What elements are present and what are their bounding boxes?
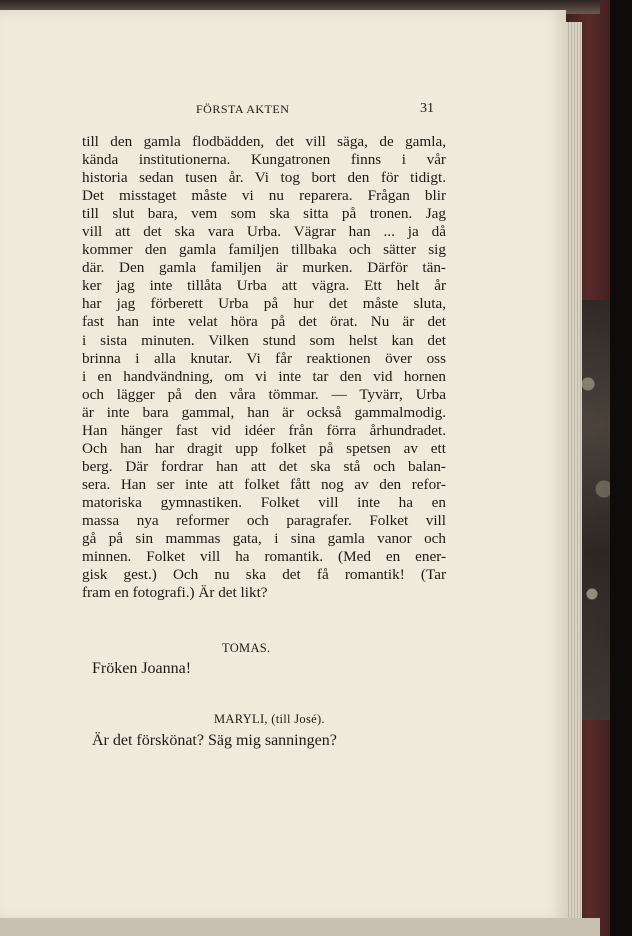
text-line: kommer den gamla familjen tillbaka och sätter sig <box>82 241 446 259</box>
dialogue-line-tomas: Fröken Joanna! <box>92 660 192 677</box>
body-text <box>82 133 446 602</box>
dialogue-line-maryli: Är det förskönat? Säg mig sanningen? <box>92 732 337 749</box>
text-line: Och han har dragit upp folket på spetsen av ett <box>82 439 446 457</box>
text-line: historia sedan tusen år. Vi tog bort den för tidigt. <box>82 169 446 187</box>
text-line: ker jag inte tillåta Urba att vägra. Ett helt år <box>82 277 446 295</box>
text-line: fast han inte velat höra på det örat. Nu är det <box>82 313 446 331</box>
text-line: Han hänger fast vid idéer från förra århundradet. <box>82 421 446 439</box>
speaker-tomas: TOMAS. <box>222 641 271 655</box>
text-line: och lägger på den våra tömmar. — Tyvärr, Urba <box>82 385 446 403</box>
text-line: till den gamla flodbädden, det vill säga, de gamla, <box>82 133 446 150</box>
text-line: sera. Han ser inte att folket fått nog av den refor- <box>82 475 446 493</box>
text-line: massa nya reformer och paragrafer. Folket vill <box>82 511 446 529</box>
text-line: fram en fotografi.) Är det likt? <box>82 584 268 602</box>
text-line: gisk gest.) Och nu ska det få romantik! (Tar <box>82 566 446 584</box>
text-line: Det misstaget måste vi nu reparera. Frågan blir <box>82 187 446 205</box>
text-line: till slut bara, vem som ska sitta på tronen. Jag <box>82 205 446 223</box>
text-line: i en handvändning, om vi inte tar den vid hornen <box>82 367 446 385</box>
text-line: gå på sin mammas gata, i sina gamla vanor och <box>82 530 446 548</box>
text-line: i sista minuten. Vilken stund som helst kan det <box>82 331 446 349</box>
text-line: brinna i alla knutar. Vi får reaktionen över oss <box>82 349 446 367</box>
text-line: är inte bara gammal, han är också gammalmodig. <box>82 403 446 421</box>
page-number: 31 <box>420 101 434 116</box>
running-head: FÖRSTA AKTEN <box>196 102 290 116</box>
bottom-edge <box>0 918 600 936</box>
text-line: berg. Där fordrar han att det ska stå och balan- <box>82 457 446 475</box>
speaker-maryli: MARYLI, (till José). <box>214 712 325 726</box>
text-line: har jag förberett Urba på hur det måste sluta, <box>82 295 446 313</box>
text-line: minnen. Folket vill ha romantik. (Med en ener- <box>82 548 446 566</box>
text-line: vill att det ska vara Urba. Vägrar han ... ja då <box>82 223 446 241</box>
text-line: kända institutionerna. Kungatronen finns i vår <box>82 151 446 169</box>
background-edge <box>610 0 632 936</box>
text-line: där. Den gamla familjen är murken. Därför tän- <box>82 259 446 277</box>
text-line: matoriska gymnastiken. Folket vill inte ha en <box>82 493 446 511</box>
